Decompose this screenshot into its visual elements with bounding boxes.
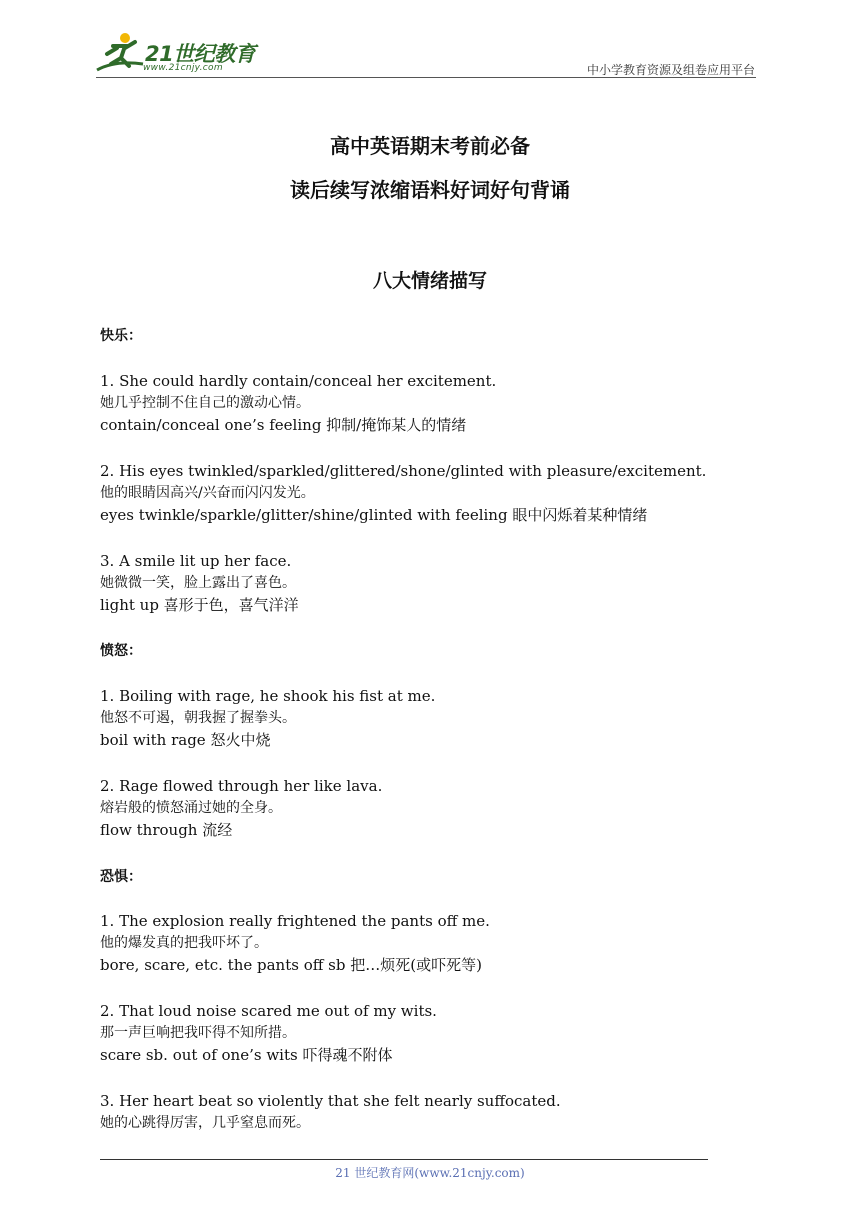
header-platform-text: 中小学教育资源及组卷应用平台: [586, 63, 755, 77]
sentence-en: 3. Her heart beat so violently that she felt nearly suffocated.: [100, 1092, 561, 1110]
sentence-en: 3. A smile lit up her face.: [100, 552, 292, 570]
footer-text: 21 世纪教育网(www.21cnjy.com): [335, 1166, 525, 1180]
sentence-en: 2. That loud noise scared me out of my wits.: [100, 1002, 437, 1020]
runner-logo-icon: [95, 30, 147, 78]
sentence-cn: 熔岩般的愤怒涌过她的全身。: [100, 800, 282, 816]
section-heading-fear: 恐惧：: [100, 869, 142, 885]
sentence-en: 1. The explosion really frightened the pants off me.: [100, 912, 490, 930]
phrase-note: boil with rage 怒火中烧: [100, 731, 271, 749]
section-heading-anger: 愤怒：: [100, 643, 142, 659]
sentence-cn: 他的眼睛因高兴/兴奋而闪闪发光。: [100, 485, 315, 501]
sentence-cn: 他怒不可遏，朝我握了握拳头。: [100, 710, 296, 726]
header-divider: [96, 77, 756, 78]
page-subtitle: 读后续写浓缩语料好词好句背诵: [290, 178, 570, 202]
sentence-cn: 她的心跳得厉害，几乎窒息而死。: [100, 1115, 310, 1131]
sentence-en: 1. Boiling with rage, he shook his fist at me.: [100, 687, 436, 705]
phrase-note: flow through 流经: [100, 821, 233, 839]
page-title: 高中英语期末考前必备: [330, 134, 530, 158]
section-heading-happy: 快乐：: [100, 328, 142, 344]
sentence-cn: 她几乎控制不住自己的激动心情。: [100, 395, 310, 411]
phrase-note: scare sb. out of one’s wits 吓得魂不附体: [100, 1046, 393, 1064]
phrase-note: light up 喜形于色，喜气洋洋: [100, 596, 299, 614]
phrase-note: bore, scare, etc. the pants off sb 把…烦死(或吓死等): [100, 956, 482, 974]
phrase-note: eyes twinkle/sparkle/glitter/shine/glinted with feeling 眼中闪烁着某种情绪: [100, 506, 648, 524]
logo-text: 21世纪教育: [145, 42, 256, 66]
logo-url: www.21cnjy.com: [143, 63, 223, 73]
section-title: 八大情绪描写: [372, 270, 487, 292]
footer-divider: [100, 1159, 708, 1160]
sentence-cn: 他的爆发真的把我吓坏了。: [100, 935, 268, 951]
page-header: [0, 0, 860, 80]
phrase-note: contain/conceal one’s feeling 抑制/掩饰某人的情绪: [100, 416, 467, 434]
sentence-en: 2. His eyes twinkled/sparkled/glittered/shone/glinted with pleasure/excitement.: [100, 462, 707, 480]
sentence-en: 1. She could hardly contain/conceal her excitement.: [100, 372, 497, 390]
logo: [95, 30, 265, 80]
sentence-en: 2. Rage flowed through her like lava.: [100, 777, 383, 795]
sentence-cn: 那一声巨响把我吓得不知所措。: [100, 1025, 296, 1041]
sentence-cn: 她微微一笑，脸上露出了喜色。: [100, 575, 296, 591]
